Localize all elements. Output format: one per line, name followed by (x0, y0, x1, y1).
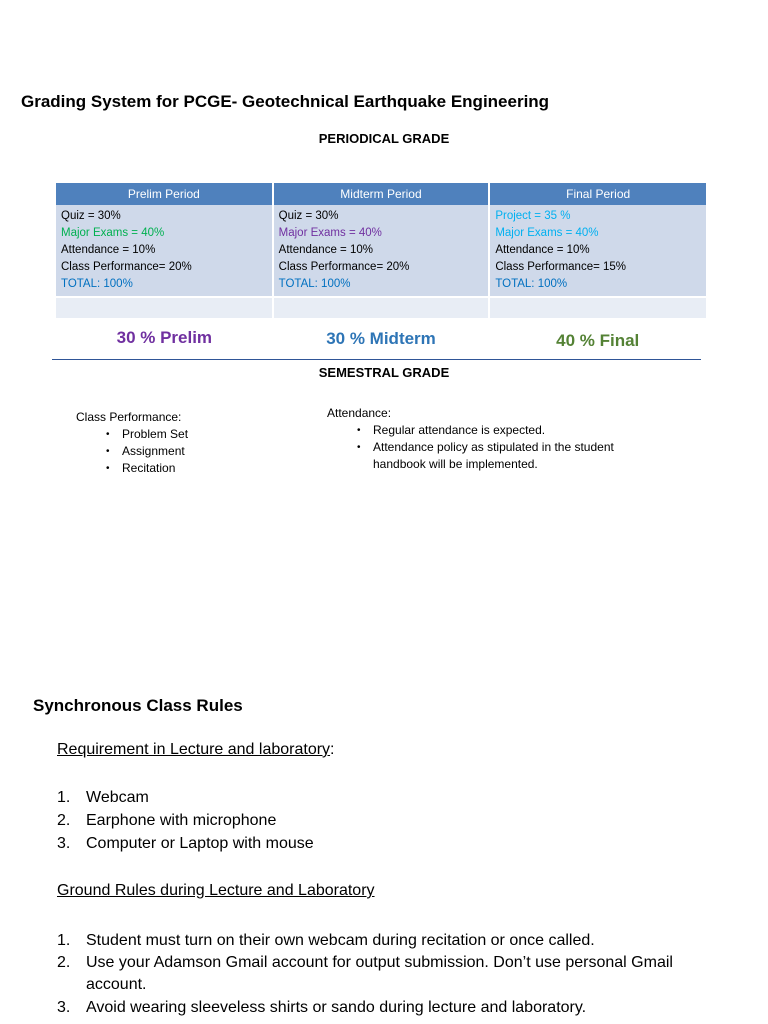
requirement-heading-colon: : (330, 741, 335, 758)
item-text: Student must turn on their own webcam during recitation or once called. (86, 932, 595, 949)
final-class-performance: Class Performance= 15% (495, 261, 627, 273)
final-weight: 40 % Final (556, 331, 640, 350)
final-attendance: Attendance = 10% (495, 244, 590, 256)
table-row-empty (56, 297, 706, 318)
list-item (57, 786, 737, 809)
attendance-block (327, 405, 667, 473)
class-performance-heading: Class Performance: (76, 410, 182, 424)
ground-rules-heading-text: Ground Rules during Lecture and Laboratory (57, 882, 375, 899)
table-row (56, 205, 706, 297)
class-performance-block (76, 409, 296, 477)
final-major-exams: Major Exams = 40% (495, 227, 599, 239)
list-item (57, 832, 737, 855)
attendance-list (327, 422, 667, 473)
midterm-quiz: Quiz = 30% (278, 210, 339, 222)
final-breakdown-cell (489, 205, 706, 297)
item-text: Earphone with microphone (86, 812, 277, 829)
item-number: 2. (57, 954, 71, 971)
item-text: Webcam (86, 789, 149, 806)
prelim-attendance: Attendance = 10% (61, 244, 156, 256)
item-text: Avoid wearing sleeveless shirts or sando during lecture and laboratory. (86, 999, 587, 1016)
item-text: Computer or Laptop with mouse (86, 835, 314, 852)
midterm-total: TOTAL: 100% (278, 278, 351, 290)
semestral-weights-row (56, 326, 706, 360)
list-item: • Recitation (122, 460, 296, 477)
midterm-breakdown-cell (273, 205, 490, 297)
prelim-total: TOTAL: 100% (61, 278, 133, 290)
empty-cell (56, 297, 273, 318)
empty-cell (489, 297, 706, 318)
list-item: • Problem Set (122, 426, 296, 443)
list-item (57, 929, 707, 952)
requirement-heading-text: Requirement in Lecture and laboratory (57, 741, 331, 758)
prelim-major-exams: Major Exams = 40% (61, 227, 165, 239)
list-item (57, 809, 737, 832)
list-item (57, 996, 707, 1019)
item-number: 3. (57, 999, 71, 1016)
requirement-heading (57, 741, 335, 759)
ground-rules-list (57, 929, 707, 1019)
requirements-list (57, 786, 737, 855)
periodical-grade-heading: PERIODICAL GRADE (318, 131, 450, 146)
list-item: • Regular attendance is expected. (373, 422, 667, 439)
item-number: 1. (57, 789, 71, 806)
final-total: TOTAL: 100% (495, 278, 568, 290)
prelim-quiz: Quiz = 30% (61, 210, 121, 222)
column-header-midterm: Midterm Period (273, 183, 490, 205)
semestral-grade-heading: SEMESTRAL GRADE (318, 365, 450, 380)
midterm-major-exams: Major Exams = 40% (278, 227, 382, 239)
page-title: Grading System for PCGE- Geotechnical Earthquake Engineering (21, 92, 550, 111)
midterm-attendance: Attendance = 10% (278, 244, 373, 256)
list-item: • Attendance policy as stipulated in the student handbook will be implemented. (373, 439, 667, 473)
item-number: 2. (57, 812, 71, 829)
item-number: 3. (57, 835, 71, 852)
prelim-class-performance: Class Performance= 20% (61, 261, 192, 273)
item-text: Use your Adamson Gmail account for output submission. Don’t use personal Gmail account. (86, 954, 673, 993)
synchronous-rules-title: Synchronous Class Rules (33, 696, 243, 715)
periodical-grade-table (56, 183, 706, 318)
final-project: Project = 35 % (495, 210, 571, 222)
attendance-heading: Attendance: (327, 406, 392, 420)
column-header-prelim: Prelim Period (56, 183, 273, 205)
class-performance-list (76, 426, 296, 477)
divider-line (52, 359, 701, 360)
table-header-row (56, 183, 706, 205)
list-item: • Assignment (122, 443, 296, 460)
item-number: 1. (57, 932, 71, 949)
list-item (57, 952, 707, 996)
prelim-weight: 30 % Prelim (116, 328, 213, 347)
column-header-final: Final Period (489, 183, 706, 205)
midterm-class-performance: Class Performance= 20% (278, 261, 410, 273)
prelim-breakdown-cell (56, 205, 273, 297)
empty-cell (273, 297, 490, 318)
ground-rules-heading (57, 882, 375, 900)
midterm-weight: 30 % Midterm (326, 329, 436, 348)
